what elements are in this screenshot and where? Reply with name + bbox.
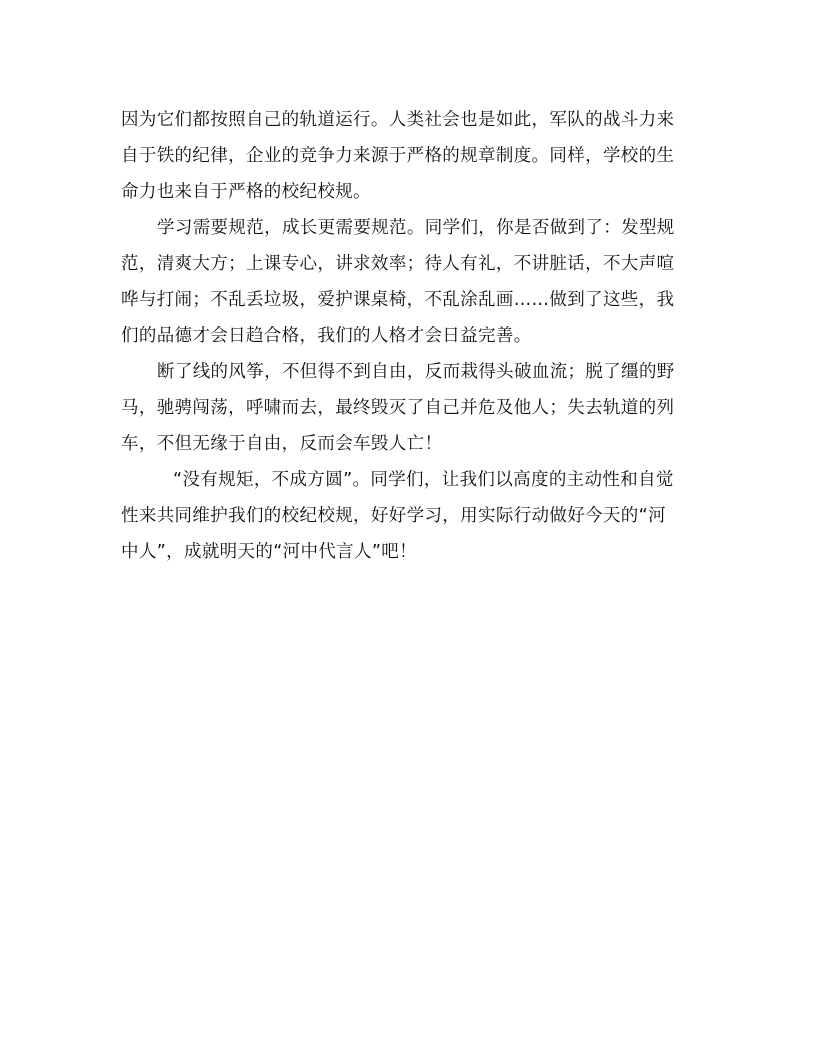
paragraph-line: 命力也来自于严格的校纪校规。 [121,182,371,202]
paragraph-line: 学习需要规范，成长更需要规范。同学们，你是否做到了：发型规 [157,218,675,238]
paragraph-line: 断了线的风筝，不但得不到自由，反而栽得头破血流；脱了缰的野 [157,362,675,382]
paragraph-3 [121,354,701,462]
paragraph-line: “没有规矩，不成方圆”。同学们，让我们以高度的主动性和自觉 [173,470,674,490]
paragraph-line: 性来共同维护我们的校纪校规，好好学习，用实际行动做好今天的“河 [121,506,666,526]
paragraph-line: 车，不但无缘于自由，反而会车毁人亡！ [121,434,443,454]
paragraph-line: 中人”，成就明天的“河中代言人”吧！ [121,542,417,562]
paragraph-line: 因为它们都按照自己的轨道运行。人类社会也是如此，军队的战斗力来 [121,110,675,130]
paragraph-line: 马，驰骋闯荡，呼啸而去，最终毁灭了自己并危及他人；失去轨道的列 [121,398,675,418]
paragraph-line: 哗与打闹；不乱丢垃圾，爱护课桌椅，不乱涂乱画……做到了这些，我 [121,290,675,310]
paragraph-line: 自于铁的纪律，企业的竞争力来源于严格的规章制度。同样，学校的生 [121,146,675,166]
paragraph-4 [121,462,701,570]
document-body [121,102,701,570]
paragraph-line: 们的品德才会日趋合格，我们的人格才会日益完善。 [121,326,532,346]
paragraph-1 [121,102,701,210]
paragraph-2 [121,210,701,354]
paragraph-line: 范，清爽大方；上课专心，讲求效率；待人有礼，不讲脏话，不大声喧 [121,254,675,274]
